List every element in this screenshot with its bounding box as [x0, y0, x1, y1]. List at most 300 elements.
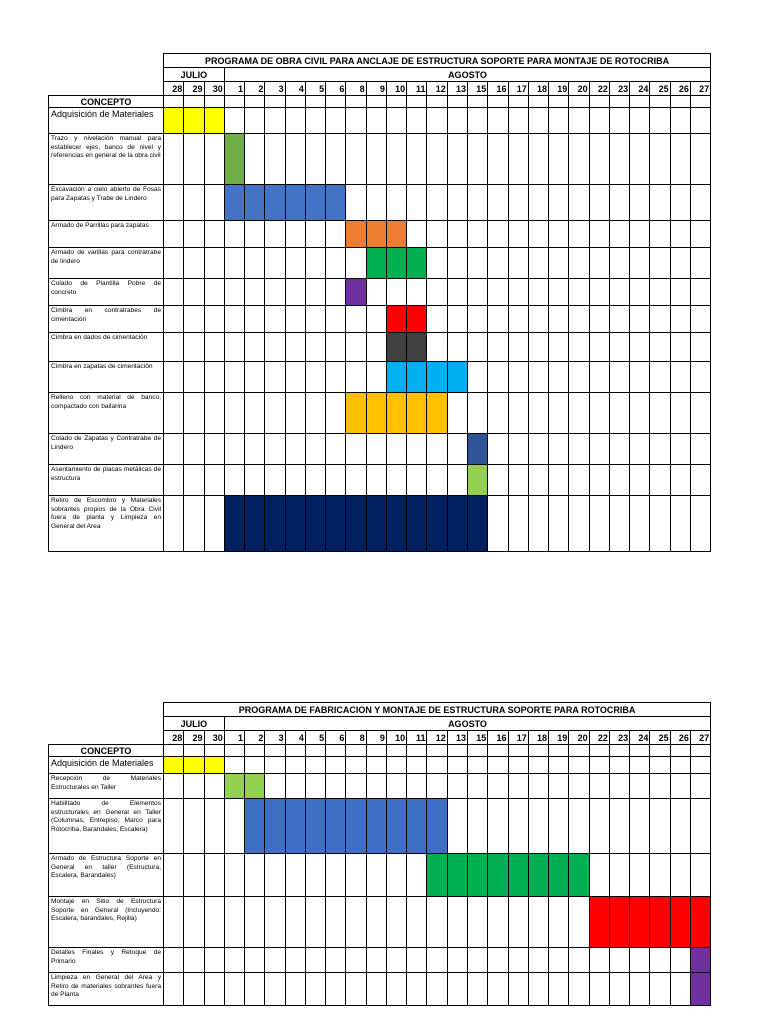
empty-cell [386, 96, 406, 108]
empty-cell [609, 362, 629, 393]
empty-cell [528, 333, 548, 362]
empty-cell [366, 745, 386, 757]
empty-cell [488, 134, 508, 185]
empty-cell [467, 279, 487, 306]
empty-cell [670, 362, 690, 393]
empty-cell [650, 948, 670, 973]
task-row [49, 279, 711, 306]
empty-cell [549, 434, 569, 465]
empty-cell [609, 774, 629, 799]
empty-cell [609, 185, 629, 221]
empty-cell [488, 897, 508, 948]
empty-cell [164, 973, 184, 1006]
gantt-bar-cell [326, 496, 346, 552]
empty-cell [508, 799, 528, 854]
day-header: 13 [447, 731, 467, 745]
empty-cell [366, 757, 386, 774]
day-header: 28 [164, 82, 184, 96]
empty-cell [630, 757, 650, 774]
gantt-bar-cell [386, 362, 406, 393]
empty-cell [650, 465, 670, 496]
day-header: 24 [630, 82, 650, 96]
empty-cell [184, 434, 204, 465]
empty-cell [447, 799, 467, 854]
empty-cell [670, 333, 690, 362]
empty-cell [184, 774, 204, 799]
empty-cell [326, 362, 346, 393]
empty-cell [589, 221, 609, 248]
empty-cell [549, 185, 569, 221]
gantt-bar-cell [569, 854, 589, 897]
empty-cell [204, 279, 224, 306]
empty-cell [326, 774, 346, 799]
gantt-bar-cell [285, 496, 305, 552]
empty-cell [467, 757, 487, 774]
task-label: Limpieza en General del Area y Retiro de materiales sobrantes fuera de Planta [49, 973, 164, 1006]
empty-cell [184, 279, 204, 306]
empty-cell [386, 279, 406, 306]
empty-cell [265, 434, 285, 465]
empty-cell [346, 434, 366, 465]
empty-cell [488, 221, 508, 248]
empty-cell [346, 745, 366, 757]
task-label: Cimbra en zapatas de cimentación [49, 362, 164, 393]
empty-cell [204, 774, 224, 799]
empty-cell [164, 279, 184, 306]
empty-cell [427, 745, 447, 757]
gantt-bar-cell [285, 185, 305, 221]
empty-cell [528, 362, 548, 393]
gantt-bar-cell [447, 362, 467, 393]
gantt-bar-cell [427, 362, 447, 393]
empty-cell [407, 279, 427, 306]
empty-cell [224, 948, 244, 973]
empty-cell [386, 745, 406, 757]
empty-cell [285, 948, 305, 973]
empty-cell [609, 221, 629, 248]
day-header: 6 [326, 82, 346, 96]
empty-cell [204, 333, 224, 362]
empty-cell [245, 948, 265, 973]
empty-cell [447, 185, 467, 221]
empty-cell [285, 757, 305, 774]
empty-cell [204, 306, 224, 333]
empty-cell [690, 496, 710, 552]
empty-cell [204, 434, 224, 465]
empty-cell [528, 799, 548, 854]
empty-cell [265, 134, 285, 185]
empty-cell [508, 973, 528, 1006]
day-header: 16 [488, 82, 508, 96]
empty-cell [609, 393, 629, 434]
task-row [49, 221, 711, 248]
empty-cell [326, 745, 346, 757]
empty-cell [245, 745, 265, 757]
gantt-bar-cell [326, 799, 346, 854]
empty-cell [326, 854, 346, 897]
day-header: 18 [528, 82, 548, 96]
empty-cell [690, 96, 710, 108]
empty-cell [569, 948, 589, 973]
empty-cell [285, 248, 305, 279]
empty-cell [467, 306, 487, 333]
task-row [49, 306, 711, 333]
empty-cell [508, 96, 528, 108]
empty-cell [630, 221, 650, 248]
gantt-bar-cell [427, 393, 447, 434]
gantt-bar-cell [204, 108, 224, 134]
empty-cell [569, 745, 589, 757]
empty-cell [609, 279, 629, 306]
gantt-bar-cell [508, 854, 528, 897]
gantt-bar-cell [305, 799, 325, 854]
gantt-bar-cell [224, 496, 244, 552]
empty-cell [650, 745, 670, 757]
day-header: 17 [508, 82, 528, 96]
empty-cell [670, 108, 690, 134]
empty-cell [265, 306, 285, 333]
empty-cell [670, 854, 690, 897]
empty-cell [528, 393, 548, 434]
empty-cell [488, 745, 508, 757]
empty-cell [164, 333, 184, 362]
empty-cell [609, 465, 629, 496]
empty-cell [488, 108, 508, 134]
empty-cell [549, 897, 569, 948]
empty-cell [630, 465, 650, 496]
empty-cell [549, 333, 569, 362]
empty-cell [224, 108, 244, 134]
empty-cell [690, 333, 710, 362]
empty-cell [609, 854, 629, 897]
gantt-bar-cell [670, 897, 690, 948]
empty-cell [670, 221, 690, 248]
empty-cell [265, 221, 285, 248]
empty-cell [447, 96, 467, 108]
gantt-bar-cell [245, 799, 265, 854]
day-header: 8 [346, 82, 366, 96]
gantt-bar-cell [386, 393, 406, 434]
gantt-bar-cell [265, 799, 285, 854]
day-header: 27 [690, 82, 710, 96]
empty-cell [488, 362, 508, 393]
empty-cell [305, 279, 325, 306]
gantt-bar-cell [549, 854, 569, 897]
task-label: Colado de Plantilla Pobre de concreto [49, 279, 164, 306]
empty-cell [670, 306, 690, 333]
gantt-bar-cell [630, 897, 650, 948]
empty-cell [670, 279, 690, 306]
gantt-bar-cell [245, 185, 265, 221]
empty-cell [204, 854, 224, 897]
empty-cell [204, 185, 224, 221]
empty-cell [488, 799, 508, 854]
empty-cell [528, 465, 548, 496]
gantt-bar-cell [346, 393, 366, 434]
empty-cell [184, 854, 204, 897]
empty-cell [407, 134, 427, 185]
empty-cell [285, 108, 305, 134]
empty-cell [386, 757, 406, 774]
empty-cell [285, 897, 305, 948]
empty-cell [366, 973, 386, 1006]
empty-cell [407, 948, 427, 973]
empty-cell [650, 306, 670, 333]
empty-cell [589, 306, 609, 333]
gantt-bar-cell [407, 306, 427, 333]
empty-cell [265, 362, 285, 393]
empty-cell [569, 757, 589, 774]
empty-cell [670, 973, 690, 1006]
day-header: 15 [467, 82, 487, 96]
empty-cell [630, 799, 650, 854]
day-header: 26 [670, 731, 690, 745]
task-label: Trazo y nivelación manual para establecer ejes, banco de nivel y referencias en general de la obra civil [49, 134, 164, 185]
empty-cell [690, 221, 710, 248]
task-label: Cimbra en dados de cimentación [49, 333, 164, 362]
empty-cell [447, 333, 467, 362]
empty-cell [407, 221, 427, 248]
empty-cell [549, 248, 569, 279]
empty-cell [569, 774, 589, 799]
empty-cell [366, 134, 386, 185]
empty-cell [265, 774, 285, 799]
empty-cell [245, 854, 265, 897]
empty-cell [650, 774, 670, 799]
empty-cell [569, 973, 589, 1006]
empty-cell [690, 434, 710, 465]
empty-cell [670, 799, 690, 854]
empty-cell [508, 248, 528, 279]
empty-cell [366, 434, 386, 465]
empty-cell [609, 948, 629, 973]
empty-cell [164, 306, 184, 333]
empty-cell [184, 306, 204, 333]
empty-cell [224, 96, 244, 108]
empty-cell [549, 948, 569, 973]
gantt-bar-cell [386, 306, 406, 333]
empty-cell [346, 897, 366, 948]
empty-cell [569, 279, 589, 306]
empty-cell [407, 757, 427, 774]
empty-cell [326, 757, 346, 774]
empty-cell [224, 248, 244, 279]
empty-cell [204, 465, 224, 496]
empty-cell [528, 96, 548, 108]
task-row [49, 799, 711, 854]
empty-cell [670, 757, 690, 774]
empty-cell [549, 306, 569, 333]
day-header: 16 [488, 731, 508, 745]
empty-cell [224, 333, 244, 362]
empty-cell [366, 279, 386, 306]
empty-cell [630, 434, 650, 465]
gantt-bar-cell [305, 496, 325, 552]
empty-cell [528, 496, 548, 552]
empty-cell [305, 108, 325, 134]
empty-cell [164, 774, 184, 799]
empty-cell [245, 362, 265, 393]
empty-cell [184, 185, 204, 221]
empty-cell [366, 96, 386, 108]
empty-cell [407, 434, 427, 465]
empty-cell [386, 465, 406, 496]
day-header: 24 [630, 731, 650, 745]
empty-cell [386, 973, 406, 1006]
empty-cell [488, 434, 508, 465]
empty-cell [630, 496, 650, 552]
empty-cell [528, 221, 548, 248]
gantt-bar-cell [407, 496, 427, 552]
empty-cell [366, 948, 386, 973]
empty-cell [569, 362, 589, 393]
task-label: Recepción de Materiales Estructurales en Taller [49, 774, 164, 799]
empty-cell [285, 221, 305, 248]
gantt-bar-cell [528, 854, 548, 897]
empty-cell [184, 333, 204, 362]
empty-cell [589, 279, 609, 306]
empty-cell [549, 279, 569, 306]
empty-cell [224, 306, 244, 333]
empty-cell [569, 799, 589, 854]
empty-cell [630, 745, 650, 757]
empty-cell [467, 774, 487, 799]
empty-cell [346, 134, 366, 185]
empty-cell [305, 465, 325, 496]
gantt-bar-cell [366, 393, 386, 434]
day-header: 15 [467, 731, 487, 745]
task-label: Armado de varillas para contratrabe de lindero [49, 248, 164, 279]
empty-cell [467, 96, 487, 108]
day-header: 25 [650, 731, 670, 745]
table-title: PROGRAMA DE FABRICACION Y MONTAJE DE ESTRUCTURA SOPORTE PARA ROTOCRIBA [164, 703, 711, 717]
empty-cell [690, 306, 710, 333]
gantt-bar-cell [245, 774, 265, 799]
empty-cell [630, 854, 650, 897]
empty-cell [346, 948, 366, 973]
day-header: 30 [204, 82, 224, 96]
empty-cell [589, 185, 609, 221]
empty-cell [224, 362, 244, 393]
empty-cell [285, 362, 305, 393]
day-header: 12 [427, 82, 447, 96]
empty-cell [265, 757, 285, 774]
day-header: 17 [508, 731, 528, 745]
empty-cell [326, 279, 346, 306]
gantt-bar-cell [690, 948, 710, 973]
empty-cell [386, 774, 406, 799]
empty-cell [346, 757, 366, 774]
month-agosto: AGOSTO [224, 717, 710, 731]
day-header: 20 [569, 731, 589, 745]
empty-cell [650, 185, 670, 221]
empty-cell [164, 393, 184, 434]
empty-cell [265, 96, 285, 108]
empty-cell [630, 134, 650, 185]
empty-cell [488, 96, 508, 108]
empty-cell [630, 774, 650, 799]
day-header: 2 [245, 82, 265, 96]
empty-cell [224, 279, 244, 306]
gantt-bar-cell [265, 185, 285, 221]
empty-cell [427, 96, 447, 108]
empty-cell [366, 306, 386, 333]
gantt-bar-cell [346, 799, 366, 854]
empty-cell [224, 465, 244, 496]
empty-cell [346, 248, 366, 279]
empty-cell [386, 185, 406, 221]
empty-cell [670, 948, 690, 973]
empty-cell [407, 897, 427, 948]
empty-cell [447, 434, 467, 465]
gantt-bar-cell [346, 221, 366, 248]
empty-cell [245, 221, 265, 248]
empty-cell [630, 393, 650, 434]
empty-cell [305, 434, 325, 465]
empty-cell [549, 393, 569, 434]
empty-cell [508, 108, 528, 134]
empty-cell [386, 108, 406, 134]
empty-cell [265, 948, 285, 973]
empty-cell [650, 248, 670, 279]
empty-cell [549, 108, 569, 134]
empty-cell [569, 248, 589, 279]
gantt-bar-cell [265, 496, 285, 552]
empty-cell [609, 333, 629, 362]
empty-cell [285, 306, 305, 333]
task-row [49, 757, 711, 774]
day-header: 26 [670, 82, 690, 96]
day-header: 3 [265, 82, 285, 96]
empty-cell [528, 306, 548, 333]
empty-cell [326, 134, 346, 185]
empty-cell [245, 434, 265, 465]
gantt-bar-cell [407, 393, 427, 434]
empty-cell [245, 393, 265, 434]
task-row [49, 185, 711, 221]
empty-cell [386, 854, 406, 897]
empty-cell [589, 434, 609, 465]
empty-cell [447, 973, 467, 1006]
empty-cell [488, 333, 508, 362]
task-row [49, 108, 711, 134]
gantt-bar-cell [164, 757, 184, 774]
empty-cell [184, 799, 204, 854]
day-header: 22 [589, 82, 609, 96]
empty-cell [569, 496, 589, 552]
empty-cell [670, 248, 690, 279]
empty-cell [488, 306, 508, 333]
empty-cell [326, 333, 346, 362]
day-header: 8 [346, 731, 366, 745]
empty-cell [447, 248, 467, 279]
gantt-bar-cell [366, 221, 386, 248]
empty-cell [467, 221, 487, 248]
empty-cell [346, 973, 366, 1006]
obra-civil-gantt-table [48, 53, 711, 552]
empty-cell [447, 757, 467, 774]
empty-cell [670, 134, 690, 185]
empty-cell [467, 333, 487, 362]
empty-cell [346, 774, 366, 799]
gantt-bar-cell [386, 799, 406, 854]
day-header: 5 [305, 82, 325, 96]
empty-cell [589, 362, 609, 393]
empty-cell [549, 757, 569, 774]
empty-cell [285, 465, 305, 496]
empty-cell [549, 745, 569, 757]
day-header: 11 [407, 82, 427, 96]
